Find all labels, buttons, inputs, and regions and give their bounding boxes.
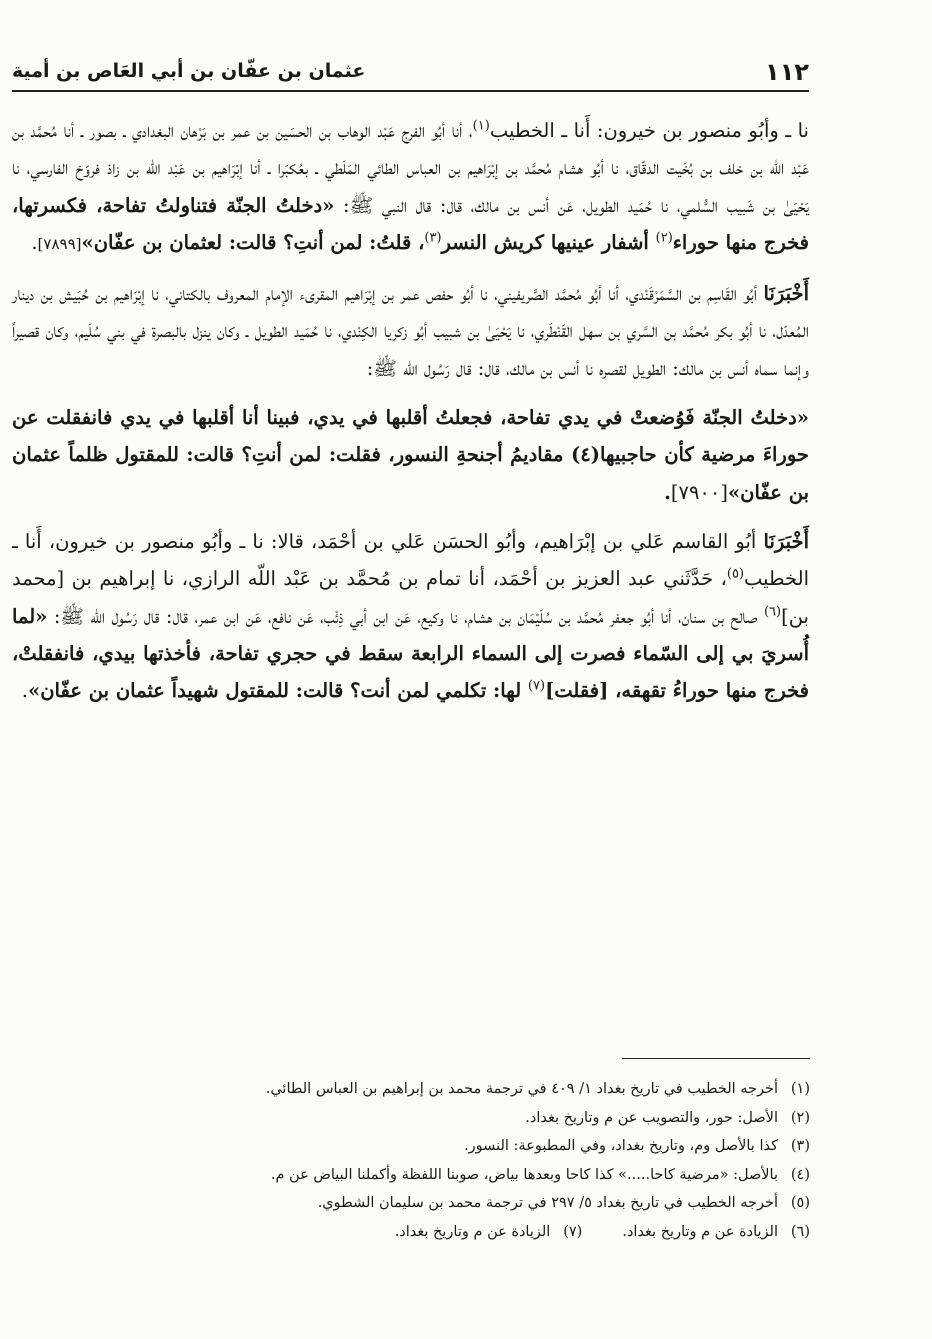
footnote-marker: (٤) <box>571 443 600 467</box>
paragraph-text: نا ـ وأبُو منصور بن خيرون: أَنا ـ الخطيب <box>489 119 809 142</box>
footnote-text: كذا بالأصل وم، وتاريخ بغداد، وفي المطبوعة: النسور. <box>464 1138 778 1154</box>
punctuation: . <box>31 230 38 254</box>
running-title: عثمان بن عفّان بن أبي العَاص بن أمية <box>12 60 366 82</box>
footnote-number: (٤) <box>790 1166 810 1183</box>
footnote-item-inline <box>395 1218 583 1247</box>
footnotes <box>160 1075 810 1246</box>
footnote-text: الأصل: حور، والتصويب عن م وتاريخ بغداد. <box>525 1109 778 1126</box>
hadith-quote: مقاديمُ أجنحةِ النسور، فقلت: لمن أنتِ؟ قالت: للمقتول ظلماً عثمان بن عفّان» <box>12 443 809 504</box>
hadith-quote: «دخلتُ الجنّة فتناولتُ تفاحة، فكسرتها، فخرج منها حوراء <box>12 193 809 254</box>
footnote-item <box>160 1218 810 1247</box>
footnote-text: أخرجه الخطيب في تاريخ بغداد ١/ ٤٠٩ في ترجمة محمد بن إبراهيم بن العباس الطائي. <box>265 1081 778 1097</box>
punctuation: . <box>21 679 29 703</box>
hadith-quote: «لما أُسريَ بي إلى السّماء فصرت إلى السماء الرابعة سقط في حجري تفاحة، فأخذتها بيدي، فانفقلتْ، فخرج منها حوراءُ تقهقه، [فقلت] <box>12 604 809 703</box>
footnote-divider <box>622 1058 810 1059</box>
footnote-item <box>160 1161 810 1190</box>
footnote-number: (٧) <box>563 1223 583 1240</box>
footnote-number: (١) <box>790 1081 810 1097</box>
footnote-marker: (٦) <box>763 604 782 620</box>
footnote-item <box>160 1075 810 1104</box>
footnote-text: بالأصل: «مرضية كاحا.....» كذا كاحا وبعدها بياض، صوبنا اللفظة وأكملنا البياض عن م. <box>270 1166 778 1183</box>
hadith-quote: أشفار عينيها كريش النسر <box>441 230 656 254</box>
paragraph-text: ، حَدَّثَني عبد العزيز بن أحْمَد، أنا تمام بن مُحمَّد بن عَبْد اللّه الرازي، نا إبراهيم بن [محمد بن] <box>12 567 809 628</box>
header-divider <box>12 90 809 92</box>
footnote-number: (٣) <box>790 1138 810 1154</box>
footnote-text: أخرجه الخطيب في تاريخ بغداد ٥/ ٢٩٧ في ترجمة محمد بن سليمان الشطوي. <box>317 1195 778 1211</box>
footnote-marker: (٣) <box>424 230 442 246</box>
footnote-number: (٥) <box>790 1195 810 1211</box>
paragraph-text: أبُو القاسم عَلي بن إبْرَاهيم، وأبُو الحسَن عَلي بن أحْمَد، قالا: نا ـ وأبُو منصور بن خيرون، أَنا ـ الخطيب <box>12 529 809 591</box>
hadith-quote: ، قلتُ: لمن أنتِ؟ قالت: لعثمان بن عفّان» <box>81 230 425 254</box>
paragraph-text: صالح بن سنان، أنا أبُو جعفر مُحمَّد بن سُلَيْمَان بن هشام، نا وكيع، عَن ابن أبي ذِئْب، عَن نافع، عَن ابن عمر، قال: قال رَسُول الله ﷺ: <box>47 604 764 628</box>
hadith-quote: «دخلتُ الجنّة فَوُضعتْ في يدي تفاحة، فجعلتُ أقلبها في يدي، فبينا أنا أقلبها في يدي فانفقلت عن حوراءَ مرضية كأن حاجبيها <box>12 406 809 467</box>
paragraph-1 <box>12 112 809 263</box>
footnote-marker: (٥) <box>726 566 745 582</box>
paragraph-text: ، أنا أبُو الفرج عَبْد الوهاب بن الحسَين بن عمر بن بَرْهان البغدادي ـ بصور ـ أنا مُحمَّد بن عَبْد اللّه بن خلف بن بُخَيت الدقّاق، نا أبُو هشام مُحمَّد بن إبْرَاهيم بن العباس الطائي المَلَطي ـ بعُكبَرا ـ أنا إبْرَاهيم بن عَبْد اللّه بن زاذ فروّخ الفارسي، نا يَحْيَىٰ بن شَبيب السُّلمي، نا حُمَيد الطويل، عَن أنس بن مالك، قال: قال النبي ﷺ: <box>12 119 809 217</box>
footnote-number: (٦) <box>790 1223 810 1240</box>
footnote-marker: (١) <box>472 118 490 134</box>
main-text <box>12 112 809 721</box>
footnote-number: (٢) <box>790 1109 810 1126</box>
paragraph-2 <box>12 275 809 387</box>
punctuation: . <box>664 480 671 504</box>
paragraph-3 <box>12 399 809 511</box>
paragraph-4 <box>12 523 809 709</box>
hadith-quote: لها: تكلمي لمن أنت؟ قالت: للمقتول شهيداً عثمان بن عفّان» <box>28 679 528 703</box>
page-number: ١١٢ <box>765 58 809 86</box>
hadith-number: [٧٩٠٠] <box>670 480 728 504</box>
footnote-item <box>160 1104 810 1133</box>
footnote-item <box>160 1189 810 1218</box>
akhbarana-lead: أَخْبَرَنَا <box>763 282 809 306</box>
footnote-text: الزيادة عن م وتاريخ بغداد. <box>622 1223 778 1240</box>
page-header <box>12 58 809 84</box>
footnote-marker: (٧) <box>527 678 546 694</box>
footnote-item <box>160 1132 810 1161</box>
footnote-marker: (٢) <box>655 230 673 246</box>
footnote-text: الزيادة عن م وتاريخ بغداد. <box>394 1223 551 1240</box>
hadith-number: [٧٨٩٩] <box>37 234 82 253</box>
akhbarana-lead: أَخْبَرَنَا <box>763 529 809 553</box>
paragraph-text: أبُو القَاسِم بن السَّمَرْقَنْدي، أنا أبُو مُحمَّد الصَّريفيني، نا أبُو حفص عمر بن إبْرَاهيم المقرىء الإمام المعروف بالكتاني، نا إبْرَاهيم بن حُبَيش بن دينار المُعدّل، نا أبُو بكر مُحمَّد بن السَّري بن سهل القَنْطَري، نا يَحْيَىٰ بن شبيب أبُو زكريا الكِنْدي، نا حُمَيد الطويل ـ وكان ينزل بالبصرة في بني سُلَيم، وكان قصيراً وإنما سماه أنس بن مالك: الطويل لقصره نا أنس بن مالك، قال: قال رَسُول اللّه ﷺ: <box>12 282 809 380</box>
